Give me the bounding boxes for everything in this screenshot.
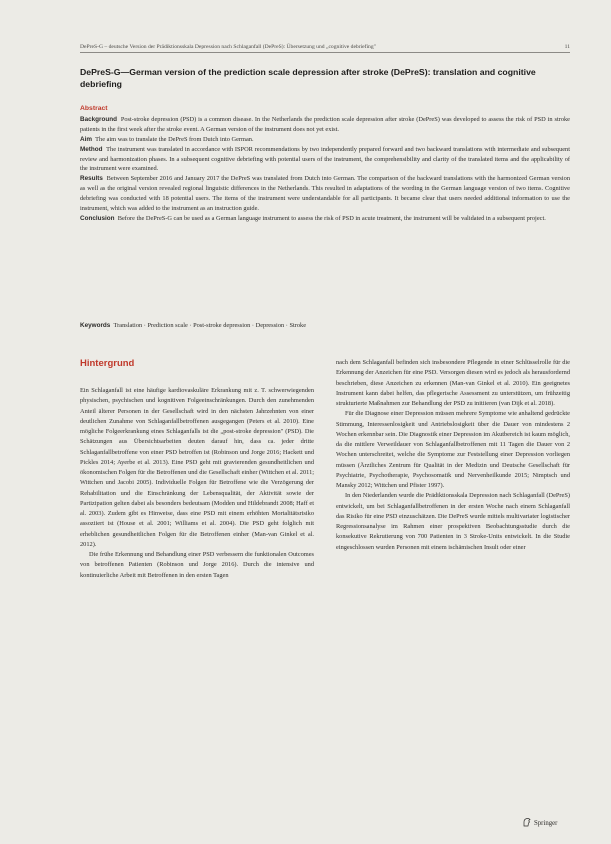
section-label: Results — [80, 175, 103, 183]
keywords — [80, 321, 570, 330]
header-rule — [80, 52, 570, 53]
body-paragraph: nach dem Schlaganfall befinden sich insbesondere Pflegende in einer Schlüsselrolle für die Erkennung der Anzeichen für eine PSD. Versorgen diesen wird es jedoch als herausfordernd beschrieben, diese Anzeichen zu erkennen (Man-van Ginkel et al. 2010). Ein geeignetes Instrument kann dabei helfen, das pflegerische Assessment zu unterstützen, um frühzeitig strukturierte Maßnahmen zur Behandlung der PSD zu initiieren (van Dijk et al. 2018). — [336, 359, 570, 407]
publisher-name: Springer — [534, 819, 558, 827]
running-header — [80, 44, 570, 50]
publisher-logo — [523, 817, 557, 829]
body-column-left — [80, 358, 314, 581]
abstract-method — [80, 145, 570, 175]
section-heading: Hintergrund — [80, 358, 135, 369]
section-label: Aim — [80, 135, 92, 143]
section-label: Conclusion — [80, 214, 115, 222]
springer-horse-icon — [523, 817, 531, 829]
body-paragraph: Ein Schlaganfall ist eine häufige kardiovaskuläre Erkrankung mit z. T. schwerwiegenden physischen, psychischen und kognitiven Folgeeinschränkungen. Durch den zunehmenden Anteil älterer Personen in der Gesellschaft wird in den nächsten Jahrzehnten von einer deutlichen Zunahme von Schlaganfallbetroffenen ausgegangen (Peters et al. 2010). Eine mögliche Folgeerkrankung eines Schlaganfalls ist die „post-stroke depression" (PSD). Die Schätzungen aus Übersichtsarbeiten deuten darauf hin, dass ca. jeder dritte Schlaganfallbetroffene von einer PSD betroffen ist (Robinson und Jorge 2016; Hackett und Pickles 2014; Ayerbe et al. 2013). Eine PSD geht mit gravierenden gesundheitlichen und ökonomischen Folgen für die Betroffenen und die Gesellschaft einher (Wittchen et al. 2011; Wittchen und Jacobi 2005). Individuelle Folgen für Betroffene wie die Verzögerung der Rehabilitation und die Einschränkung der Lebensqualität, der Aktivität sowie der Partizipation gelten dabei als besonders bedeutsam (Modden und Hildebrandt 2008; Haff et al. 2003). Zudem gibt es Hinweise, dass eine PSD mit einem erhöhten Mortalitätsrisiko assoziiert ist (House et al. 2001; Williams et al. 2004). Die PSD geht folglich mit erheblichen gesundheitlichen Folgen für die Betroffenen einher (Man-van Ginkel et al. 2012). — [80, 387, 314, 548]
section-text: The instrument was translated in accordance with ISPOR recommendations by two independently prepared forward and two backward translations with intermediate and subsequent review and harmonization phases. In a subsequent cognitive debriefing with potential users of the instrument, the comprehensibility and clarity of the translated items and the applicability of the instrument were examined. — [80, 145, 570, 173]
section-text: Before the DePreS-G can be used as a German language instrument to assess the risk of PSD in acute treatment, the instrument will be validated in a subsequent project. — [117, 214, 546, 222]
abstract-aim — [80, 135, 570, 145]
section-text: The aim was to translate the DePreS from Dutch into German. — [95, 135, 254, 143]
body-paragraph: Für die Diagnose einer Depression müssen mehrere Symptome wie anhaltend gedrückte Stimmung, Interessenlosigkeit und Antriebslosigkeit über die Dauer von mindestens 2 Wochen erkennbar sein. Die Diagnostik einer Depression im Akutbereich ist kaum möglich, da die mittlere Verweildauer von Schlaganfallbetroffenen mit 11 Tagen die Dauer von 2 Wochen unterschreitet, welche die Symptome zur Feststellung einer Depression vorliegen müssen (Ärztliches Zentrum für Qualität in der Medizin und Deutsche Gesellschaft für Psychiatrie, Psychotherapie, Psychosomatik und Nervenheilkunde 2015; Nimptsch und Mansky 2012; Wittchen und Pfister 1997). — [336, 410, 570, 489]
body-paragraph: Die frühe Erkennung und Behandlung einer PSD verbessern die funktionalen Outcomes von betroffenen Patienten (Robinson und Jorge 2016). Durch die intensive und kontinuierliche Arbeit mit Betroffenen in den ersten Tagen — [80, 551, 314, 579]
abstract-background — [80, 115, 570, 135]
keywords-list: Translation · Prediction scale · Post-stroke depression · Depression · Stroke — [113, 322, 307, 329]
body-paragraph: In den Niederlanden wurde die Prädiktionsskala Depression nach Schlaganfall (DePreS) entwickelt, um bei Schlaganfallbetroffenen in der ersten Woche nach einem Schlaganfall das Risiko für eine PSD einzuschätzen. Die DePreS wurde mittels multivariater logistischer Regressionsanalyse im Rahmen einer prospektiven Beobachtungsstudie durch die konsekutive Rekrutierung von 700 Patienten in 3 Stroke-Units entwickelt. In die Studie eingeschlossen wurden Personen mit einem ischämischen Insult oder einer — [336, 492, 570, 551]
section-label: Method — [80, 145, 103, 153]
page-number: 11 — [564, 44, 570, 50]
section-text: Between September 2016 and January 2017 the DePreS was translated from Dutch into German. The comparison of the backward translations with the harmonized German version as well as the original version revealed regional linguistic differences in the Netherlands. This resulted in adaptations of the wording in the German language version of two items. Cognitive debriefing was conducted with 18 potential users. The items of the instrument were understandable for all participants. It became clear that users needed additional information to use the instrument, which was added to the instrument as an instruction guide. — [80, 175, 571, 213]
running-header-title: DePreS-G – deutsche Version der Prädiktionsskala Depression nach Schlaganfall (DePreS): Übersetzung und „cognitive debriefing" — [80, 44, 376, 50]
section-label: Background — [80, 115, 118, 123]
abstract-results — [80, 174, 570, 214]
article-title: DePreS-G—German version of the prediction scale depression after stroke (DePreS): translation and cognitive debriefing — [80, 67, 536, 89]
abstract-heading: Abstract — [80, 105, 108, 112]
section-text: Post-stroke depression (PSD) is a common disease. In the Netherlands the prediction scale depression after stroke (DePreS) was developed to assess the risk of PSD in stroke patients in the first week after the stroke event. A German version of the instrument does not yet exist. — [80, 115, 570, 133]
abstract — [80, 104, 570, 224]
abstract-conclusion — [80, 214, 570, 224]
keywords-label: Keywords — [80, 322, 111, 329]
body-column-right — [336, 358, 570, 553]
